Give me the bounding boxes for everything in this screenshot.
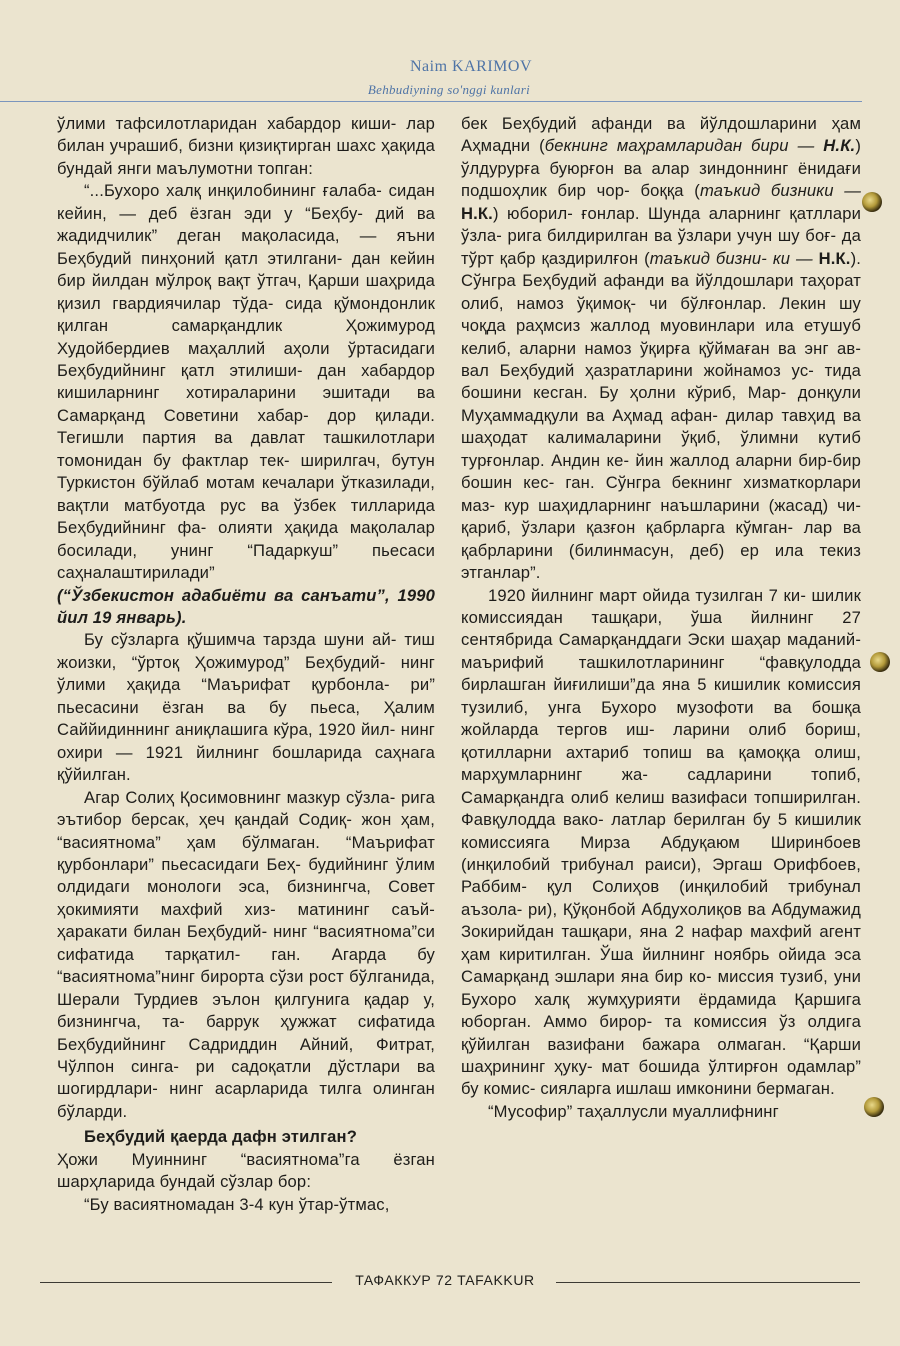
italic-run: таъкид бизники —	[699, 181, 861, 201]
paragraph	[461, 113, 861, 585]
italic-run: таъкид бизни- ки —	[649, 248, 819, 268]
running-header-title: Behbudiyning so'nggi kunlari	[367, 82, 530, 97]
initials: Н.К.	[823, 136, 856, 156]
footer-rule-right	[556, 1282, 860, 1283]
page-footer	[0, 1270, 900, 1294]
paragraph: 1920 йилнинг март ойида тузилган 7 ки- шилик комиссиядан ташқари, ўша йилнинг 27 сентябрида Самарқанддаги Эски шаҳар маданий-маърифий ташкилотларининг “фавқулодда бирлашган йиғилиши”да яна 5 кишилик комиссия тузилиб, унга Бухоро музофоти ва бошқа жойларда тергов иш- ларини олиб бориш, қотилларни ахтариб топиш ва қамоққа олиш, марҳумларнинг жа- садларини топиб, Самарқандга олиб келиш вазифаси топширилган. Фавқулодда вако- латлар берилган бу 5 кишилик комиссияга Мирза Абдуқаюм Ширинбоев (инқилобий трибунал раиси), Эргаш Орифбоев, Раббим- қул Солиҳов (инқилобий трибунал аъзола- ри), Қўқонбой Абдухолиқов ва Абдумажид Зокирийдан ташқари, яна 2 нафар махфий агент ҳам киритилган. Ўша йилнинг ноябрь ойида эса Самарқанд эшлари яна бир ко- миссия тузиб, уни Бухоро халқ жумҳурияти ёрдамида Қаршига юборган. Аммо бирор- та комиссия ўз олдига қўйилган вазифани бажара олмаган. “Қарши шаҳрининг ҳуку- мат бошида ўлтирғон одамлар” бу комис- сияларга ишлаш имконини бермаган.	[461, 585, 861, 1099]
italic-run: бекнинг маҳрамларидан бири —	[544, 136, 824, 156]
initials: Н.К.	[461, 203, 493, 223]
initials: Н.К.	[818, 248, 851, 268]
running-header-author: Naim KARIMOV	[410, 58, 532, 75]
paragraph: “Мусофир” таҳаллусли муаллифнинг	[488, 1101, 779, 1121]
paragraph: ўлими тафсилотларидан хабардор киши- лар билан учрашиб, бизни қизиқтирган шахс ҳақида бундай янги маълумотни топган:	[57, 114, 435, 178]
footer-rule-left	[40, 1282, 332, 1283]
citation: (“Ўзбекистон адабиёти ва санъати”, 1990 йил 19 январь).	[57, 585, 435, 627]
left-column	[57, 113, 435, 1216]
paragraph: Бу сўзларга қўшимча тарзда шуни ай- тиш жоизки, “ўртоқ Ҳожимурод” Беҳбудий- нинг ўлими ҳақида “Маърифат қурбонла- ри” пьесасини ёзган ва бу пьеса, Ҳалим Саййидиннинг аниқлашига кўра, 1920 йил- нинг охири — 1921 йилнинг бошларида саҳнага қўйилган.	[57, 630, 435, 785]
text-run: ) ўлдурурға буюрғон ва алар зиндоннинг ёнидағи подшоҳлик бир чор- боққа (	[461, 136, 861, 201]
section-subheading: Беҳбудий қаерда дафн этилган?	[84, 1127, 358, 1147]
binding-hole-icon	[862, 192, 882, 212]
text-run: ) юборил- ғонлар. Шунда аларнинг қатллари ўзла- рига билдирилган ва ўзлари учун шу боғ- да тўрт қабр қаздирилғон (	[461, 203, 861, 268]
paragraph: Агар Солиҳ Қосимовнинг мазкур сўзла- рига эътибор берсак, ҳеч қандай Содиқ- жон ҳам, “васиятнома” ҳам бўлмаган. “Маърифат қурбонлари” пьесасидаги Беҳ- будийнинг ўлим олдидаги монологи эса, бизнингча, Совет ҳокимияти махфий хиз- матининг саъй-ҳаракати билан Беҳбудий- нинг “васиятнома”си сифатида тарқатил- ган. Агарда бу “васиятнома”нинг бирорта сўзи рост бўлганида, Шерали Турдиев эълон қилгунига қадар у, бизнингча, та- баррук ҳужжат сифатида Беҳбудийнинг Садриддин Айний, Фитрат, Чўлпон синга- ри садоқатли дўстлари ва шогирдлари- нинг асарларида тилга олинган бўларди.	[57, 787, 435, 1121]
text-run: ). Сўнгра Беҳбудий афанди ва йўлдошлари таҳорат олиб, намоз ўқимоқ- чи бўлғонлар. Лекин шу чоқда раҳмсиз жаллод муовинлари ила етушуб келиб, аларни намоз ўқирға қўймаған ва энг ав- вал Беҳбудий ҳазратларини жойнамоз ус- тида бошини кесган. Бу ҳолни кўриб, Мар- донқули Муҳаммадқули ва Аҳмад афан- дилар тавҳид ва шаҳодат калималарини ўқиб, ўлимни кутиб турғонлар. Андин ке- йин жаллод аларни бир-бир бошин кес- ган. Сўнгра бекнинг хизматкорлари маз- кур шаҳидларнинг наъшларини (жасад) чи- қариб, ўзлари қазғон қабрларга кўмган- лар ва қабрларини (билинмасун, деб) ер ила текиз этганлар”.	[461, 248, 861, 583]
paragraph: “Бу васиятномадан 3-4 кун ўтар-ўтмас,	[84, 1194, 390, 1214]
right-column	[461, 113, 861, 1123]
paragraph: “...Бухоро халқ инқилобининг ғалаба- сидан кейин, — деб ёзган эди у “Беҳбу- дий ва жадидчилик” деган мақоласида, — яъни Беҳбудий пинҳоний қатл этилгани- дан кейин бир йилдан мўлроқ вақт ўтгач, Қарши шаҳрида қизил гвардиячилар тўда- сида қўмондонлик қилган самарқандлик Ҳожимурод Худойбердиев маҳаллий аҳоли ўртасидаги Беҳбудийнинг қатл этилиши- дан хабардор кишиларнинг хотираларини эшитади ва Самарқанд Советини хабар- дор қилади. Тегишли партия ва давлат ташкилотлари томонидан бу фактлар тек- ширилгач, бутун Туркистон бўйлаб мотам кечалари ўтказилади, вақтли матбуотда рус ва ўзбек тилларида Беҳбудийнинг фа- олияти ҳақида мақолалар босилади, унинг “Падаркуш” пьесаси саҳналаштирилади”	[57, 181, 435, 583]
footer-page-label: ТАФАККУР 72 TAFAKKUR	[355, 1272, 535, 1288]
header-rule	[0, 101, 862, 102]
binding-hole-icon	[870, 652, 890, 672]
text-run: бек Беҳбудий афанди ва йўлдошларини ҳам Аҳмадни (	[461, 114, 861, 156]
paragraph: Ҳожи Муиннинг “васиятнома”га ёзган шарҳларида бундай сўзлар бор:	[57, 1149, 435, 1192]
binding-hole-icon	[864, 1097, 884, 1117]
